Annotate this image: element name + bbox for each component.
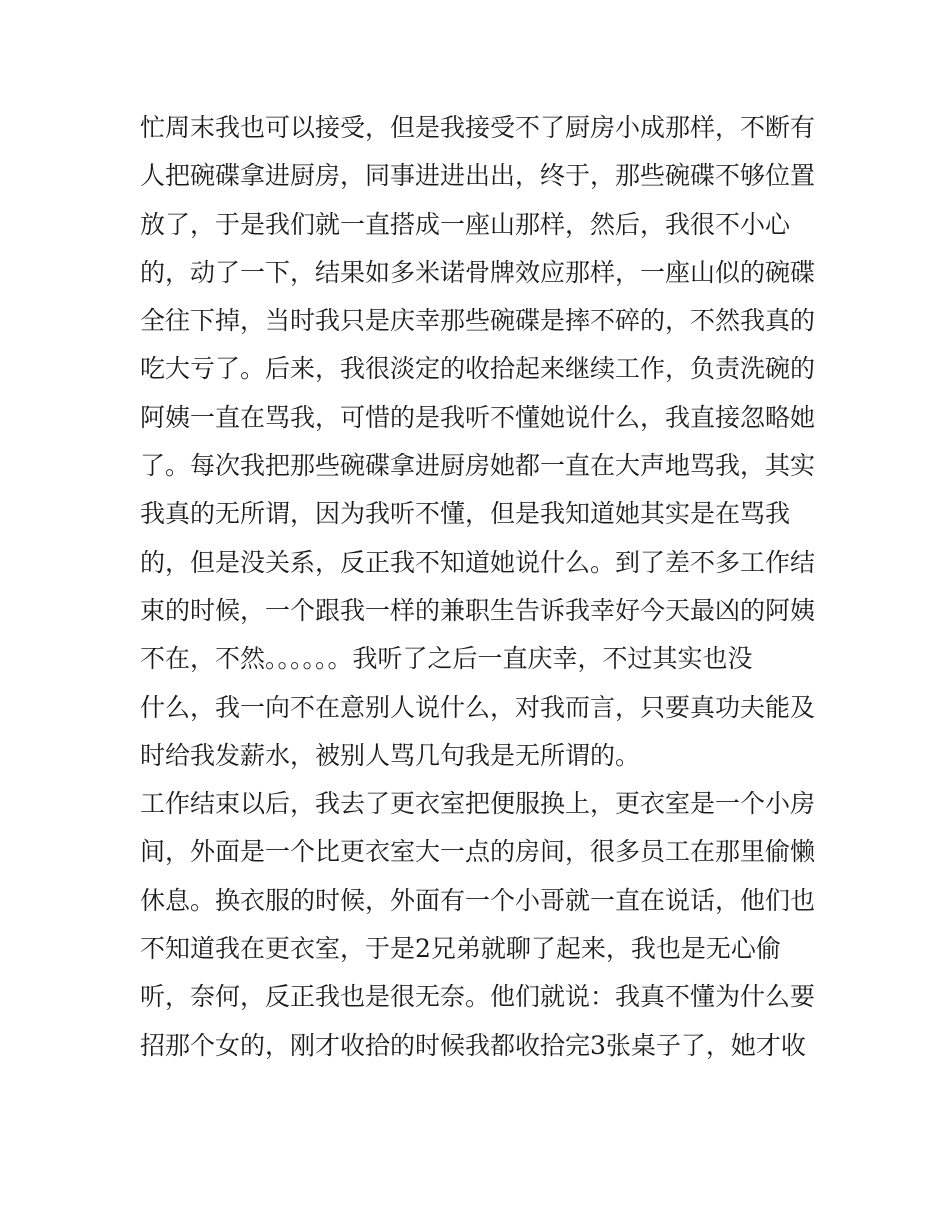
- text-line: 放了，于是我们就一直搭成一座山那样，然后，我很不小心: [140, 209, 791, 239]
- text-line: 休息。换衣服的时候，外面有一个小哥就一直在说话，他们也: [140, 885, 816, 915]
- text-line: 阿姨一直在骂我，可惜的是我听不懂她说什么，我直接忽略她: [140, 402, 816, 432]
- body-text: [140, 104, 830, 1070]
- text-line: 不在，不然。。。。。。我听了之后一直庆幸，不过其实也没: [140, 644, 753, 674]
- text-line: 人把碗碟拿进厨房，同事进进出出，终于，那些碗碟不够位置: [140, 161, 816, 191]
- text-line: 束的时候，一个跟我一样的兼职生告诉我幸好今天最凶的阿姨: [140, 595, 816, 625]
- text-line: 不知道我在更衣室，于是2兄弟就聊了起来，我也是无心偷: [140, 934, 781, 964]
- text-line: 时给我发薪水，被别人骂几句我是无所谓的。: [140, 740, 641, 770]
- text-line: 招那个女的，刚才收拾的时候我都收拾完3张桌子了，她才收: [140, 1030, 806, 1060]
- text-line: 什么，我一向不在意别人说什么，对我而言，只要真功夫能及: [140, 692, 816, 722]
- text-line: 工作结束以后，我去了更衣室把便服换上，更衣室是一个小房: [140, 789, 816, 819]
- text-line: 的，动了一下，结果如多米诺骨牌效应那样，一座山似的碗碟: [140, 257, 816, 287]
- text-line: 我真的无所谓，因为我听不懂，但是我知道她其实是在骂我: [140, 499, 791, 529]
- text-line: 间，外面是一个比更衣室大一点的房间，很多员工在那里偷懒: [140, 837, 816, 867]
- text-line: 忙周末我也可以接受，但是我接受不了厨房小成那样，不断有: [140, 113, 816, 142]
- text-line: 了。每次我把那些碗碟拿进厨房她都一直在大声地骂我，其实: [140, 451, 816, 481]
- text-line: 的，但是没关系，反正我不知道她说什么。到了差不多工作结: [140, 547, 816, 577]
- text-line: 吃大亏了。后来，我很淡定的收拾起来继续工作，负责洗碗的: [140, 354, 816, 384]
- text-line: 听，奈何，反正我也是很无奈。他们就说：我真不懂为什么要: [140, 982, 816, 1012]
- text-line: 全往下掉，当时我只是庆幸那些碗碟是摔不碎的，不然我真的: [140, 306, 816, 336]
